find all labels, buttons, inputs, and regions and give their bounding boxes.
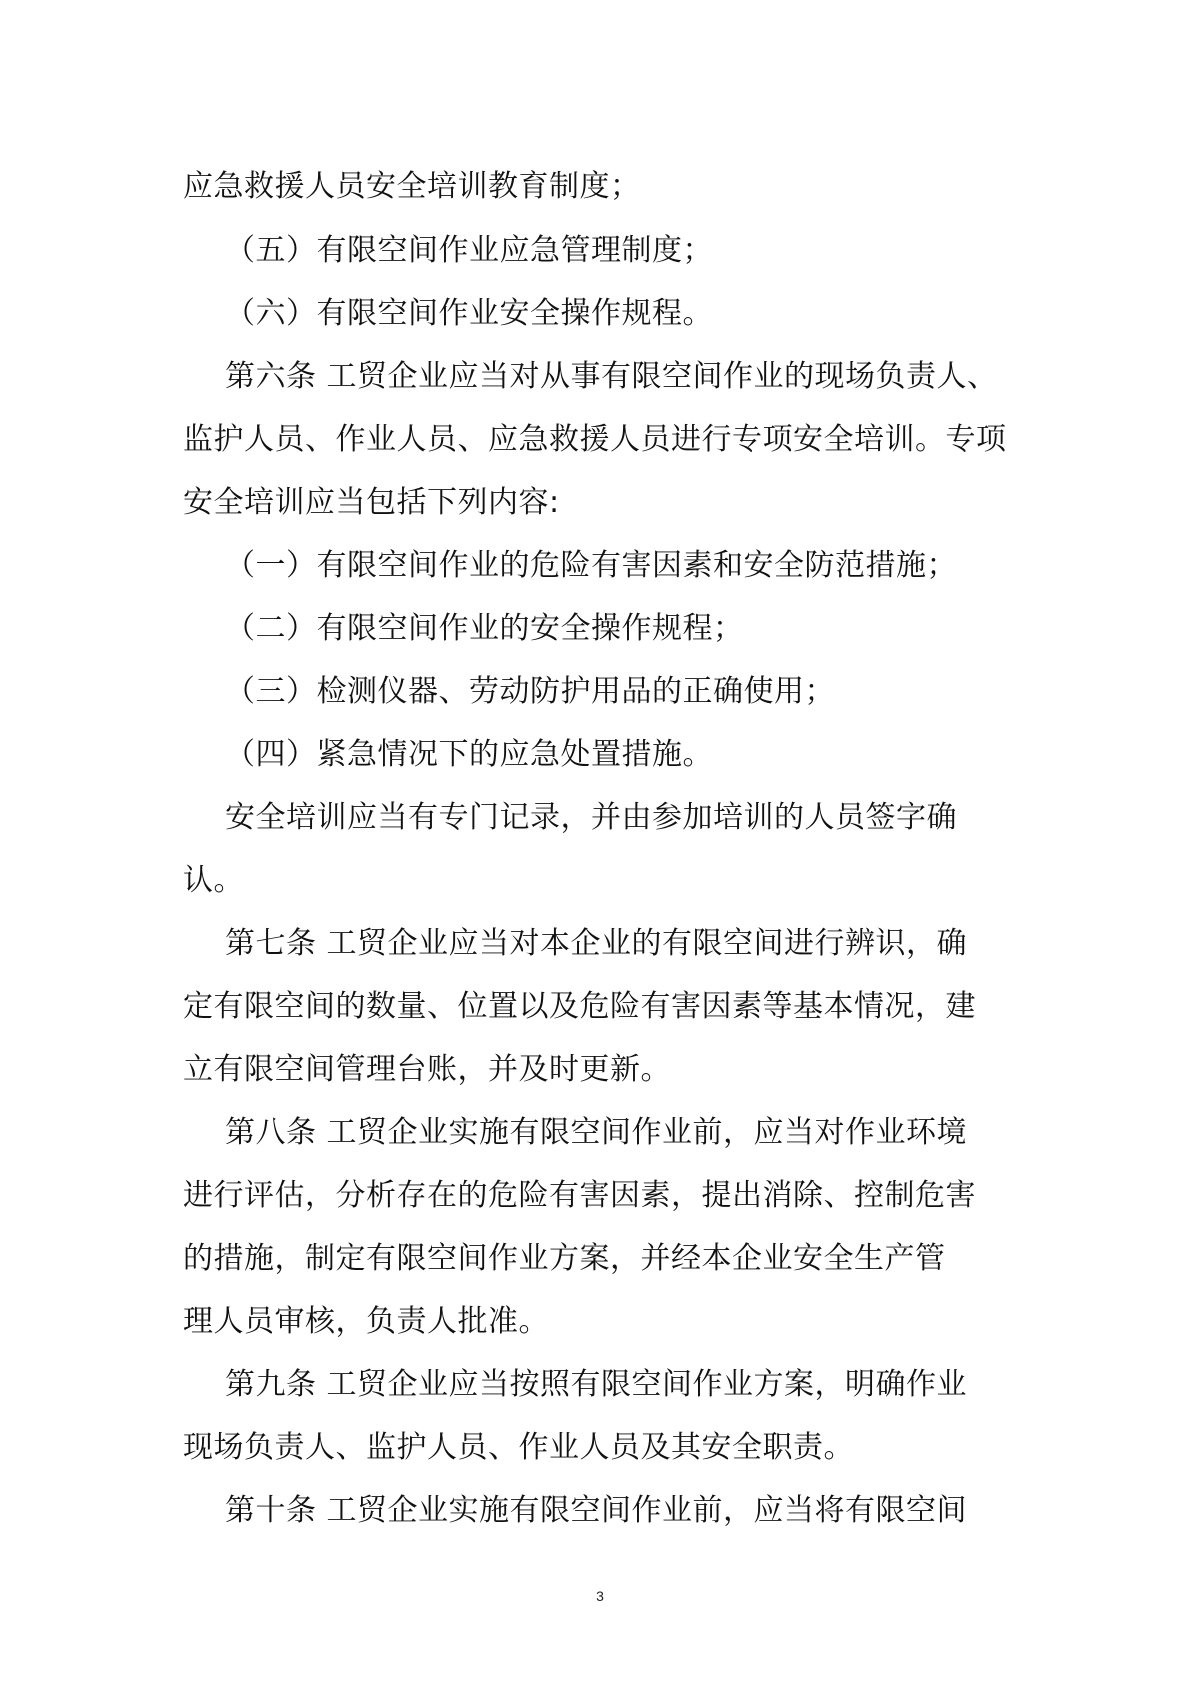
text-line: 定有限空间的数量、位置以及危险有害因素等基本情况，建 [183, 989, 976, 1024]
text-line: 第八条 工贸企业实施有限空间作业前，应当对作业环境 [225, 1115, 968, 1150]
page-number: 3 [596, 1588, 604, 1604]
text-line: 安全培训应当有专门记录，并由参加培训的人员签字确 [225, 800, 957, 835]
text-line: （三）检测仪器、劳动防护用品的正确使用； [225, 674, 835, 709]
text-line: 第九条 工贸企业应当按照有限空间作业方案，明确作业 [225, 1367, 968, 1402]
text-line: 立有限空间管理台账，并及时更新。 [183, 1052, 671, 1087]
text-line: 现场负责人、监护人员、作业人员及其安全职责。 [183, 1430, 854, 1465]
text-line: （四）紧急情况下的应急处置措施。 [225, 737, 713, 772]
text-line: （六）有限空间作业安全操作规程。 [225, 296, 713, 331]
text-line: 理人员审核，负责人批准。 [183, 1304, 549, 1339]
text-line: （五）有限空间作业应急管理制度； [225, 233, 713, 268]
text-line: 认。 [183, 863, 244, 898]
text-line: 应急救援人员安全培训教育制度； [183, 169, 641, 204]
text-line: 监护人员、作业人员、应急救援人员进行专项安全培训。专项 [183, 422, 1007, 457]
text-line: 进行评估，分析存在的危险有害因素，提出消除、控制危害 [183, 1178, 976, 1213]
text-line: （二）有限空间作业的安全操作规程； [225, 611, 744, 646]
text-line: 第十条 工贸企业实施有限空间作业前，应当将有限空间 [225, 1493, 968, 1528]
text-line: 第六条 工贸企业应当对从事有限空间作业的现场负责人、 [225, 359, 998, 394]
text-line: 安全培训应当包括下列内容: [183, 485, 560, 520]
text-line: （一）有限空间作业的危险有害因素和安全防范措施； [225, 548, 957, 583]
text-line: 第七条 工贸企业应当对本企业的有限空间进行辨识，确 [225, 926, 968, 961]
text-line: 的措施，制定有限空间作业方案，并经本企业安全生产管 [183, 1241, 946, 1276]
